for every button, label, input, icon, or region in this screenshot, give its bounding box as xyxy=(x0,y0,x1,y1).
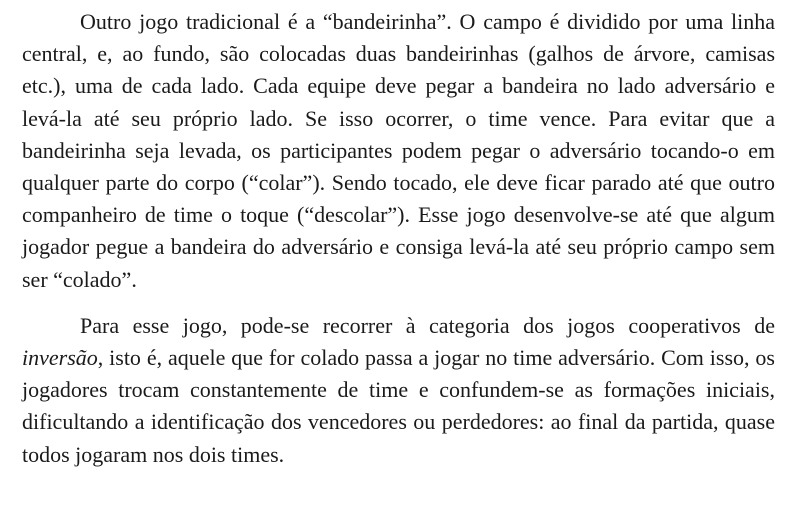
paragraph-text-before-emphasis: Para esse jogo, pode-se recorrer à categoria dos jogos cooperativos de xyxy=(80,312,775,338)
paragraph-text-after-emphasis: , isto é, aquele que for colado passa a jogar no time adversário. Com isso, os jogadores trocam constantemente de time e confundem-se as formações iniciais, dificultando a identificação dos vencedores ou perdedores: ao final da partida, quase todos jogaram nos dois times. xyxy=(22,345,775,467)
paragraph-inversion-variant xyxy=(22,310,775,471)
paragraph-bandeirinha-description: Outro jogo tradicional é a “bandeirinha”. O campo é dividido por uma linha central, e, ao fundo, são colocadas duas bandeirinhas (galhos de árvore, camisas etc.), uma de cada lado. Cada equipe deve pegar a bandeira no lado adversário e levá-la até seu próprio lado. Se isso ocorrer, o time vence. Para evitar que a bandeirinha seja levada, os participantes podem pegar o adversário tocando-o em qualquer parte do corpo (“colar”). Sendo tocado, ele deve ficar parado até que outro companheiro de time o toque (“descolar”). Esse jogo desenvolve-se até que algum jogador pegue a bandeira do adversário e consiga levá-la até seu próprio campo sem ser “colado”. xyxy=(22,9,775,292)
emphasized-term: inversão xyxy=(22,345,98,371)
